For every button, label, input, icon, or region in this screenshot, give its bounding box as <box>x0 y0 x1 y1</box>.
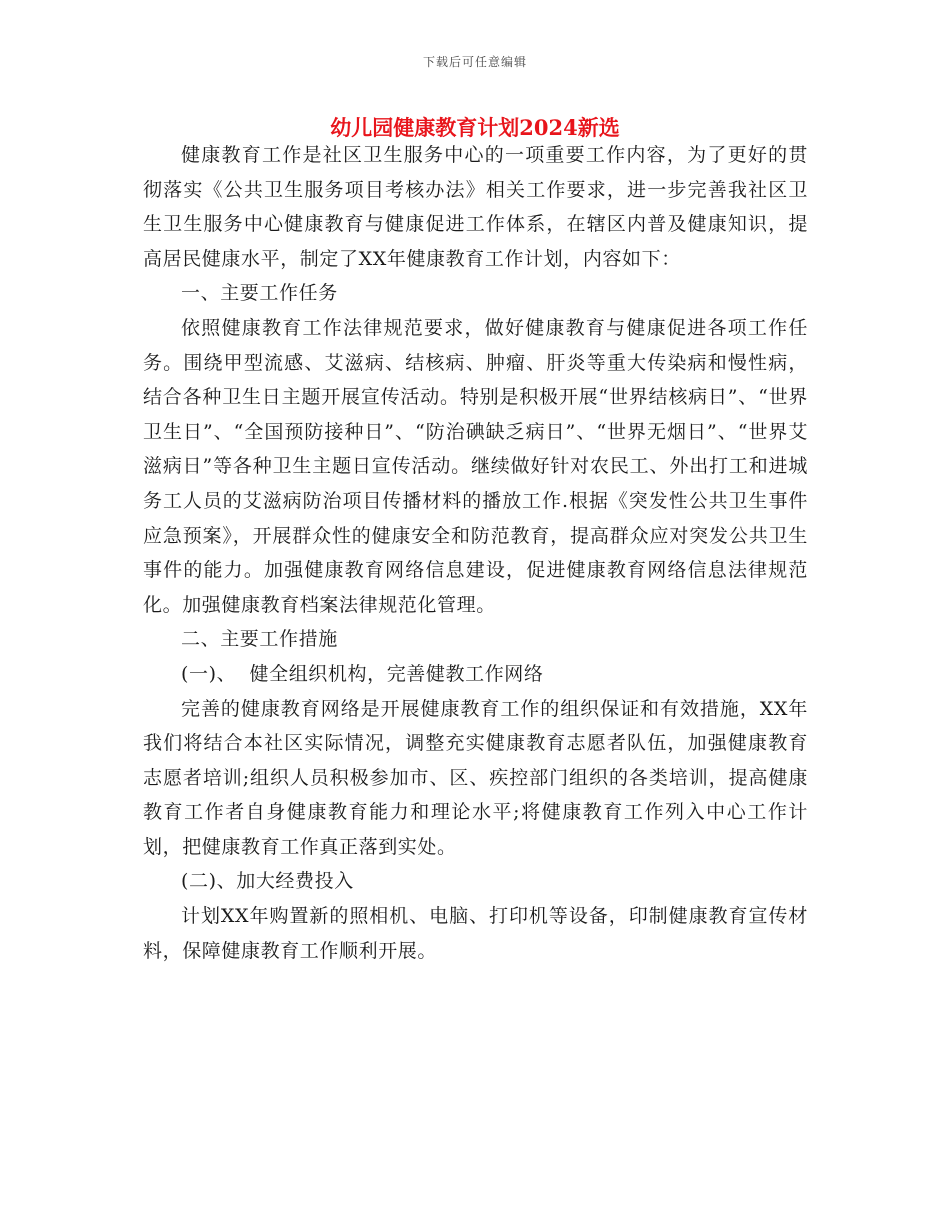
document-body <box>143 138 808 968</box>
intro-paragraph: 健康教育工作是社区卫生服务中心的一项重要工作内容，为了更好的贯彻落实《公共卫生服务项目考核办法》相关工作要求，进一步完善我社区卫生卫生服务中心健康教育与健康促进工作体系，在辖区内普及健康知识，提高居民健康水平，制定了XX年健康教育工作计划，内容如下： <box>143 144 808 270</box>
section-heading-tasks: 一、主要工作任务 <box>181 282 338 305</box>
funding-paragraph: 计划XX年购置新的照相机、电脑、打印机等设备，印制健康教育宣传材料，保障健康教育工作顺利开展。 <box>143 905 808 962</box>
tasks-paragraph: 依照健康教育工作法律规范要求，做好健康教育与健康促进各项工作任务。围绕甲型流感、艾滋病、结核病、肿瘤、肝炎等重大传染病和慢性病，结合各种卫生日主题开展宣传活动。特别是积极开展“世界结核病日”、“世界卫生日”、“全国预防接种日”、“防治碘缺乏病日”、“世界无烟日”、“世界艾滋病日”等各种卫生主题日宣传活动。继续做好针对农民工、外出打工和进城务工人员的艾滋病防治项目传播材料的播放工作.根据《突发性公共卫生事件应急预案》，开展群众性的健康安全和防范教育，提高群众应对突发公共卫生事件的能力。加强健康教育网络信息建设，促进健康教育网络信息法律规范化。加强健康教育档案法律规范化管理。 <box>143 316 808 616</box>
document-title: 幼儿园健康教育计划2024新选 <box>330 115 620 140</box>
section-heading-measures: 二、主要工作措施 <box>181 628 338 651</box>
organization-paragraph: 完善的健康教育网络是开展健康教育工作的组织保证和有效措施，XX年我们将结合本社区实际情况，调整充实健康教育志愿者队伍，加强健康教育志愿者培训;组织人员积极参加市、区、疾控部门组织的各类培训，提高健康教育工作者自身健康教育能力和理论水平;将健康教育工作列入中心工作计划，把健康教育工作真正落到实处。 <box>143 697 808 858</box>
subsection-heading-funding: (二)、加大经费投入 <box>181 870 354 893</box>
header-note: 下载后可任意编辑 <box>422 55 527 69</box>
subsection-heading-organization: (一)、 健全组织机构，完善健教工作网络 <box>181 662 544 685</box>
